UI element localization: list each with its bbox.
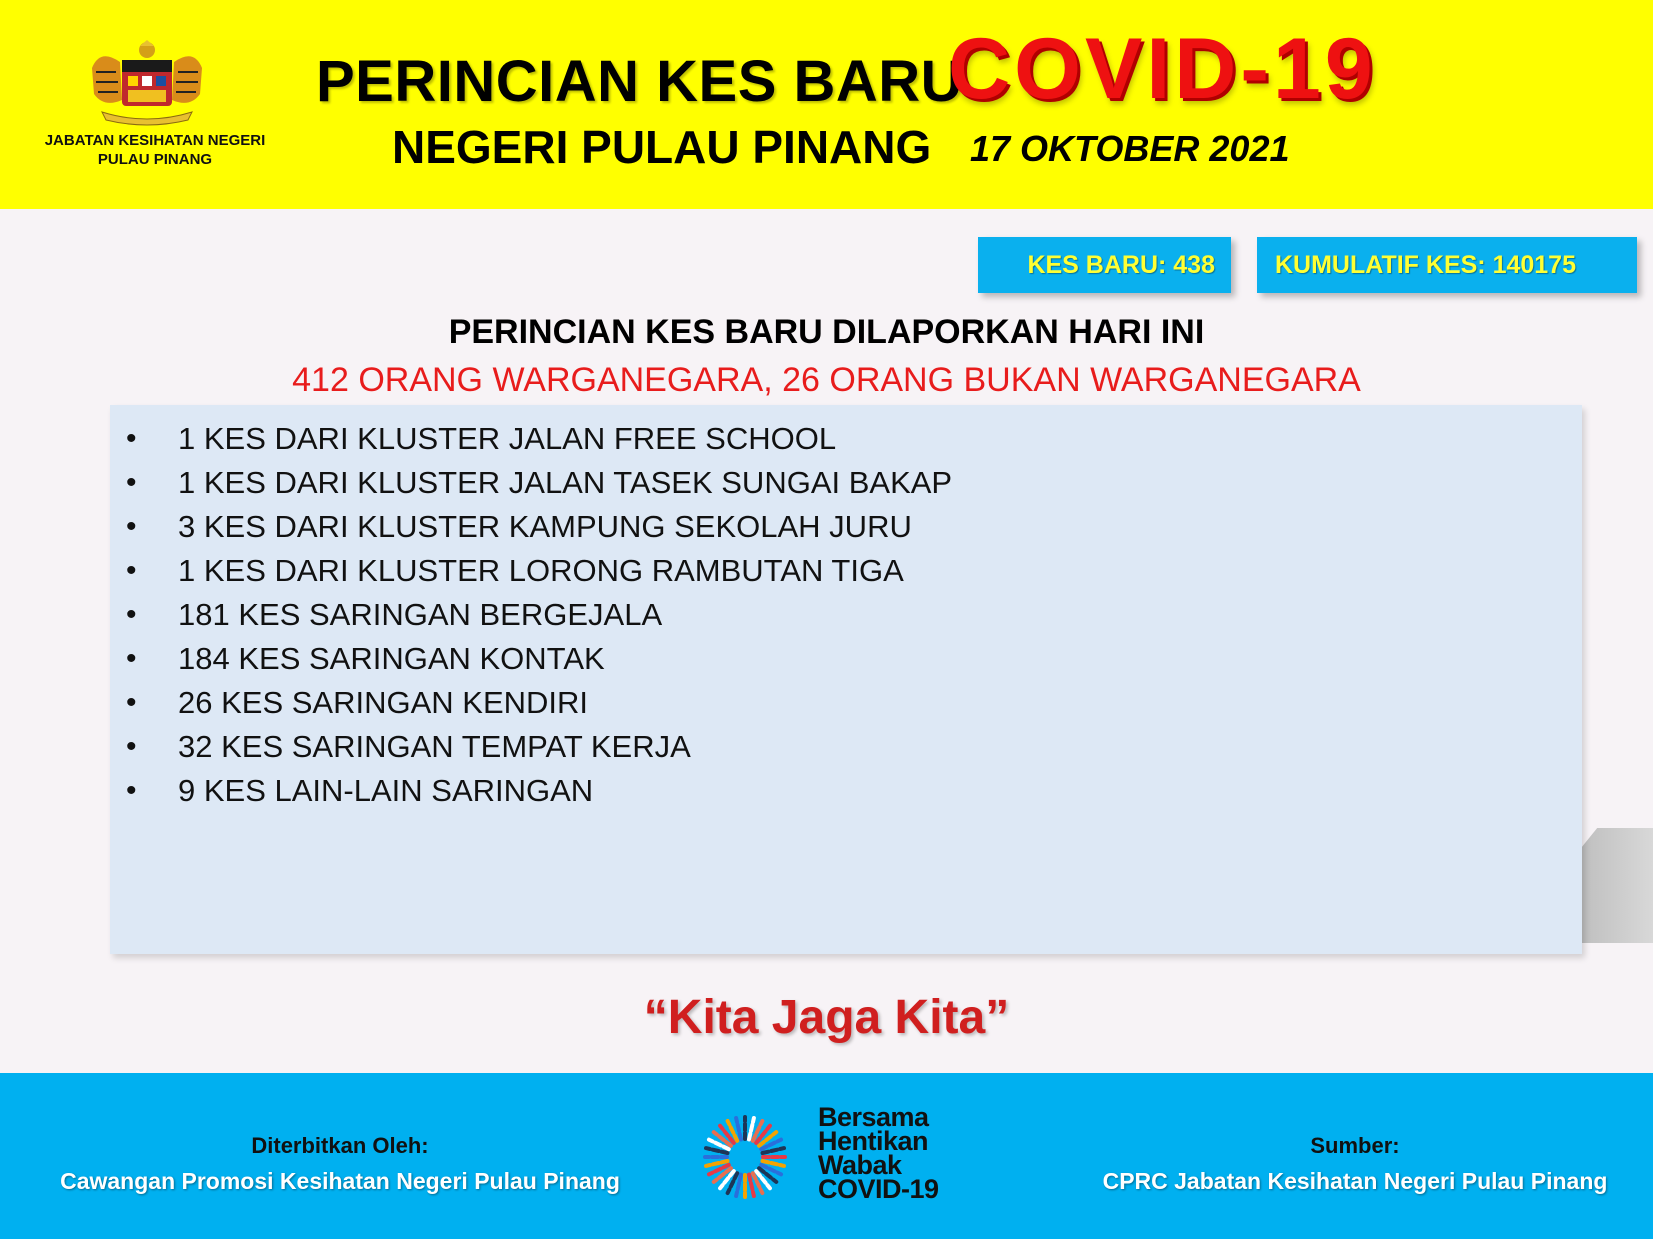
bullet-icon: • <box>126 510 137 543</box>
department-name <box>20 131 290 169</box>
publisher-label: Diterbitkan Oleh: <box>251 1133 429 1158</box>
department-name-line2: PULAU PINANG <box>97 151 213 168</box>
list-item <box>110 549 952 593</box>
bullet-icon: • <box>126 554 137 587</box>
list-item <box>110 593 952 637</box>
virus-burst-icon <box>700 1097 790 1217</box>
list-item <box>110 505 952 549</box>
bullet-icon: • <box>126 422 137 455</box>
list-item <box>110 461 952 505</box>
list-item-text: 1 KES DARI KLUSTER JALAN TASEK SUNGAI BAKAP <box>178 465 953 500</box>
new-cases-badge: KES BARU: 438 <box>978 237 1231 293</box>
list-item-text: 26 KES SARINGAN KENDIRI <box>178 685 589 720</box>
footer-banner <box>0 1073 1653 1239</box>
section-subheading: 412 ORANG WARGANEGARA, 26 ORANG BUKAN WARGANEGARA <box>292 361 1361 399</box>
cumulative-cases-badge: KUMULATIF KES: 140175 <box>1257 237 1637 293</box>
campaign-line1: Bersama <box>818 1102 929 1132</box>
covid-title: COVID-19 <box>948 21 1377 117</box>
source-label: Sumber: <box>1310 1133 1400 1158</box>
source-name: CPRC Jabatan Kesihatan Negeri Pulau Pinang <box>1102 1168 1608 1194</box>
publisher-name: Cawangan Promosi Kesihatan Negeri Pulau Pinang <box>60 1168 620 1194</box>
coat-of-arms-icon <box>82 38 212 130</box>
bullet-icon: • <box>126 730 137 763</box>
list-item-text: 9 KES LAIN-LAIN SARINGAN <box>178 773 594 808</box>
motto-slogan: “Kita Jaga Kita” <box>643 991 1010 1044</box>
campaign-line3: Wabak <box>818 1150 902 1180</box>
list-item <box>110 725 952 769</box>
state-title: NEGERI PULAU PINANG <box>392 121 932 173</box>
list-item-text: 1 KES DARI KLUSTER LORONG RAMBUTAN TIGA <box>178 553 904 588</box>
bullet-icon: • <box>126 466 137 499</box>
case-list <box>110 417 952 813</box>
list-item-text: 1 KES DARI KLUSTER JALAN FREE SCHOOL <box>178 421 837 456</box>
bullet-icon: • <box>126 774 137 807</box>
header-banner <box>0 0 1653 209</box>
campaign-line2: Hentikan <box>818 1126 929 1156</box>
department-name-line1: JABATAN KESIHATAN NEGERI <box>44 132 266 149</box>
case-list-panel <box>110 405 1582 954</box>
bullet-icon: • <box>126 642 137 675</box>
list-item-text: 3 KES DARI KLUSTER KAMPUNG SEKOLAH JURU <box>178 509 912 544</box>
campaign-line4: COVID-19 <box>818 1174 939 1204</box>
list-item <box>110 417 952 461</box>
campaign-slogan <box>818 1102 939 1204</box>
list-item <box>110 769 952 813</box>
list-item-text: 181 KES SARINGAN BERGEJALA <box>178 597 663 632</box>
section-heading: PERINCIAN KES BARU DILAPORKAN HARI INI <box>448 313 1205 351</box>
main-title: PERINCIAN KES BARU <box>316 49 964 114</box>
list-item <box>110 637 952 681</box>
bullet-icon: • <box>126 598 137 631</box>
list-item <box>110 681 952 725</box>
bullet-icon: • <box>126 686 137 719</box>
list-item-text: 32 KES SARINGAN TEMPAT KERJA <box>178 729 691 764</box>
list-item-text: 184 KES SARINGAN KONTAK <box>178 641 605 676</box>
report-date: 17 OKTOBER 2021 <box>970 128 1290 169</box>
